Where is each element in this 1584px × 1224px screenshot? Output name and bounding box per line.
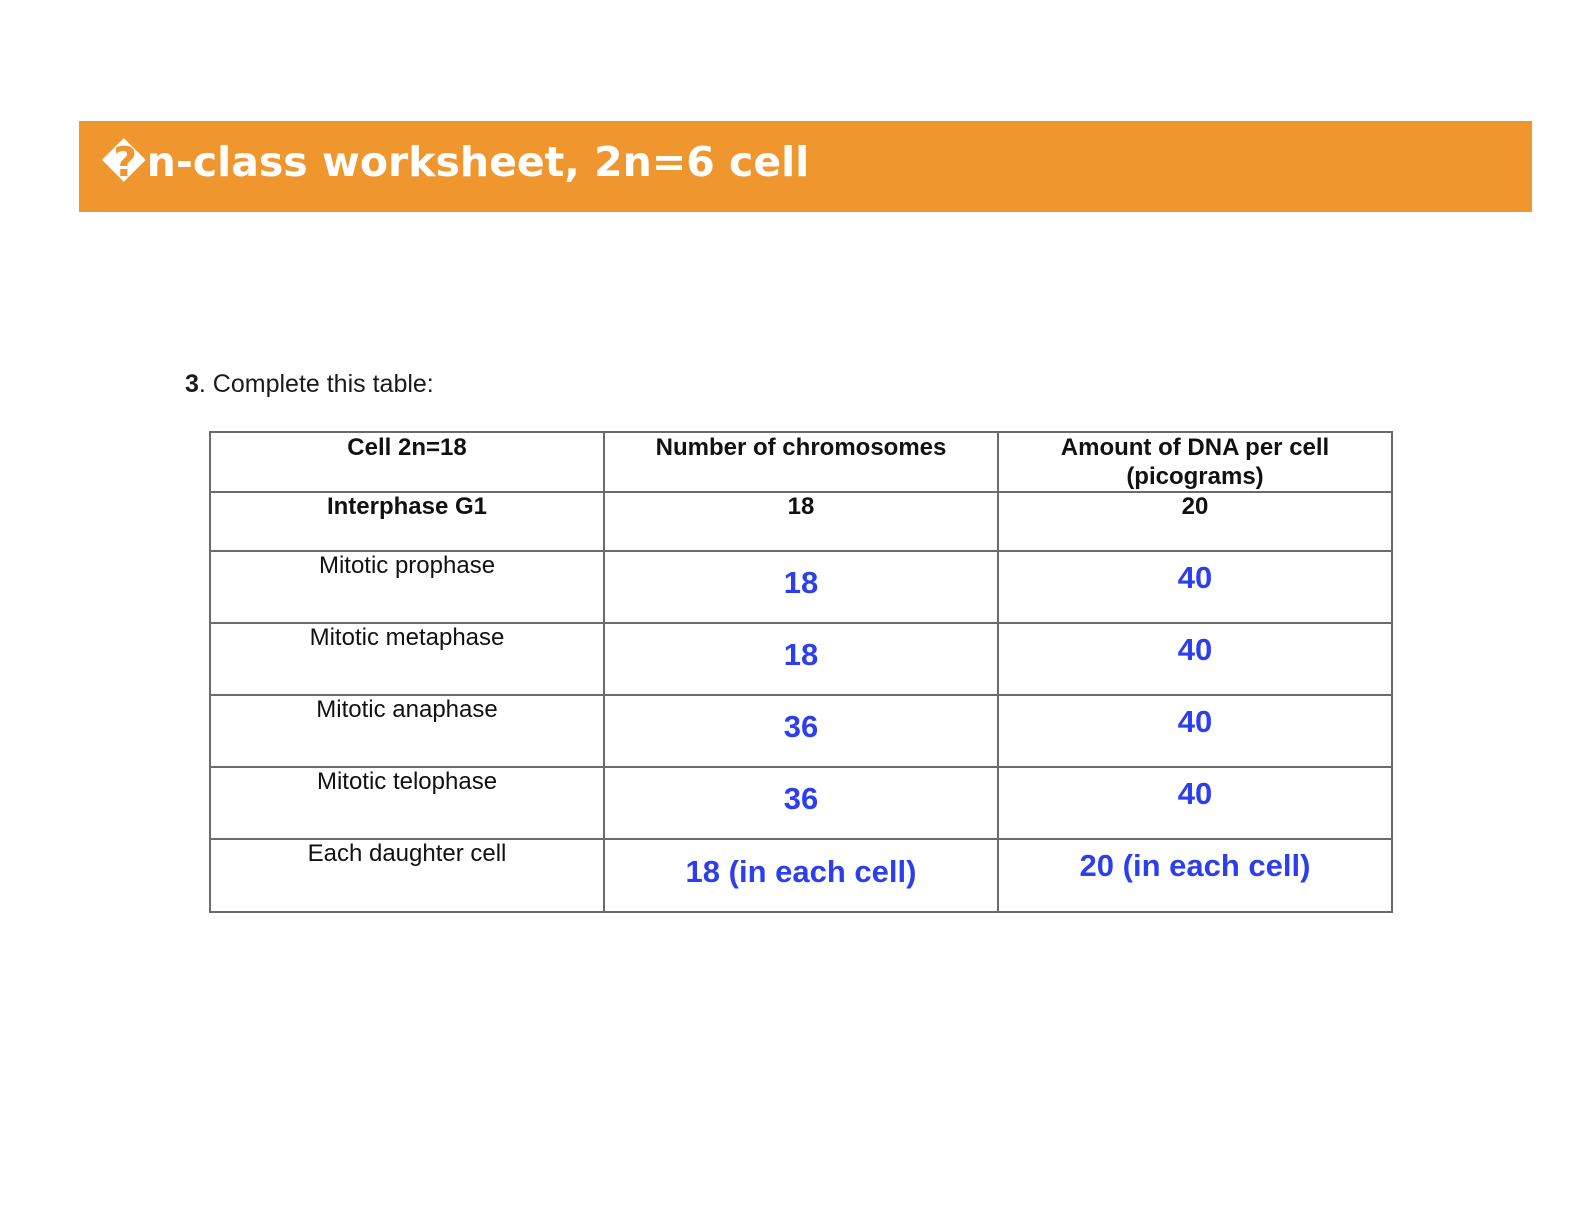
stage-cell: Interphase G1 xyxy=(210,492,604,551)
header-label-unit: (picograms) xyxy=(1126,463,1264,490)
stage-cell: Each daughter cell xyxy=(210,839,604,912)
dna-answer: 40 xyxy=(998,623,1392,695)
stage-cell: Mitotic telophase xyxy=(210,767,604,839)
table-row xyxy=(210,839,1392,912)
dna-answer: 40 xyxy=(998,695,1392,767)
question-text: . Complete this table: xyxy=(198,370,434,398)
chromosomes-answer: 18 (in each cell) xyxy=(604,839,998,912)
chromosomes-answer: 18 xyxy=(604,623,998,695)
header-cell-chromosomes xyxy=(604,432,998,492)
stage-cell: Mitotic anaphase xyxy=(210,695,604,767)
header-label: Amount of DNA per cell xyxy=(1060,434,1330,461)
table-row xyxy=(210,767,1392,839)
stage-cell: Mitotic prophase xyxy=(210,551,604,623)
table-row xyxy=(210,695,1392,767)
question-prompt xyxy=(185,370,434,399)
table-row xyxy=(210,551,1392,623)
stage-cell: Mitotic metaphase xyxy=(210,623,604,695)
header-cell-stage xyxy=(210,432,604,492)
worksheet-table xyxy=(209,431,1393,913)
dna-answer: 40 xyxy=(998,551,1392,623)
table-row xyxy=(210,492,1392,551)
slide-title: �n-class worksheet, 2n=6 cell xyxy=(101,138,810,186)
header-cell-dna xyxy=(998,432,1392,492)
chromosomes-answer: 18 xyxy=(604,551,998,623)
chromosomes-cell: 18 xyxy=(604,492,998,551)
dna-cell: 20 xyxy=(998,492,1392,551)
chromosomes-answer: 36 xyxy=(604,695,998,767)
question-number: 3 xyxy=(185,370,199,398)
table-header-row xyxy=(210,432,1392,492)
dna-answer: 20 (in each cell) xyxy=(998,839,1392,912)
title-banner xyxy=(79,121,1532,212)
header-label: Cell 2n=18 xyxy=(347,434,467,461)
table-row xyxy=(210,623,1392,695)
chromosomes-answer: 36 xyxy=(604,767,998,839)
header-label: Number of chromosomes xyxy=(655,434,947,461)
dna-answer: 40 xyxy=(998,767,1392,839)
